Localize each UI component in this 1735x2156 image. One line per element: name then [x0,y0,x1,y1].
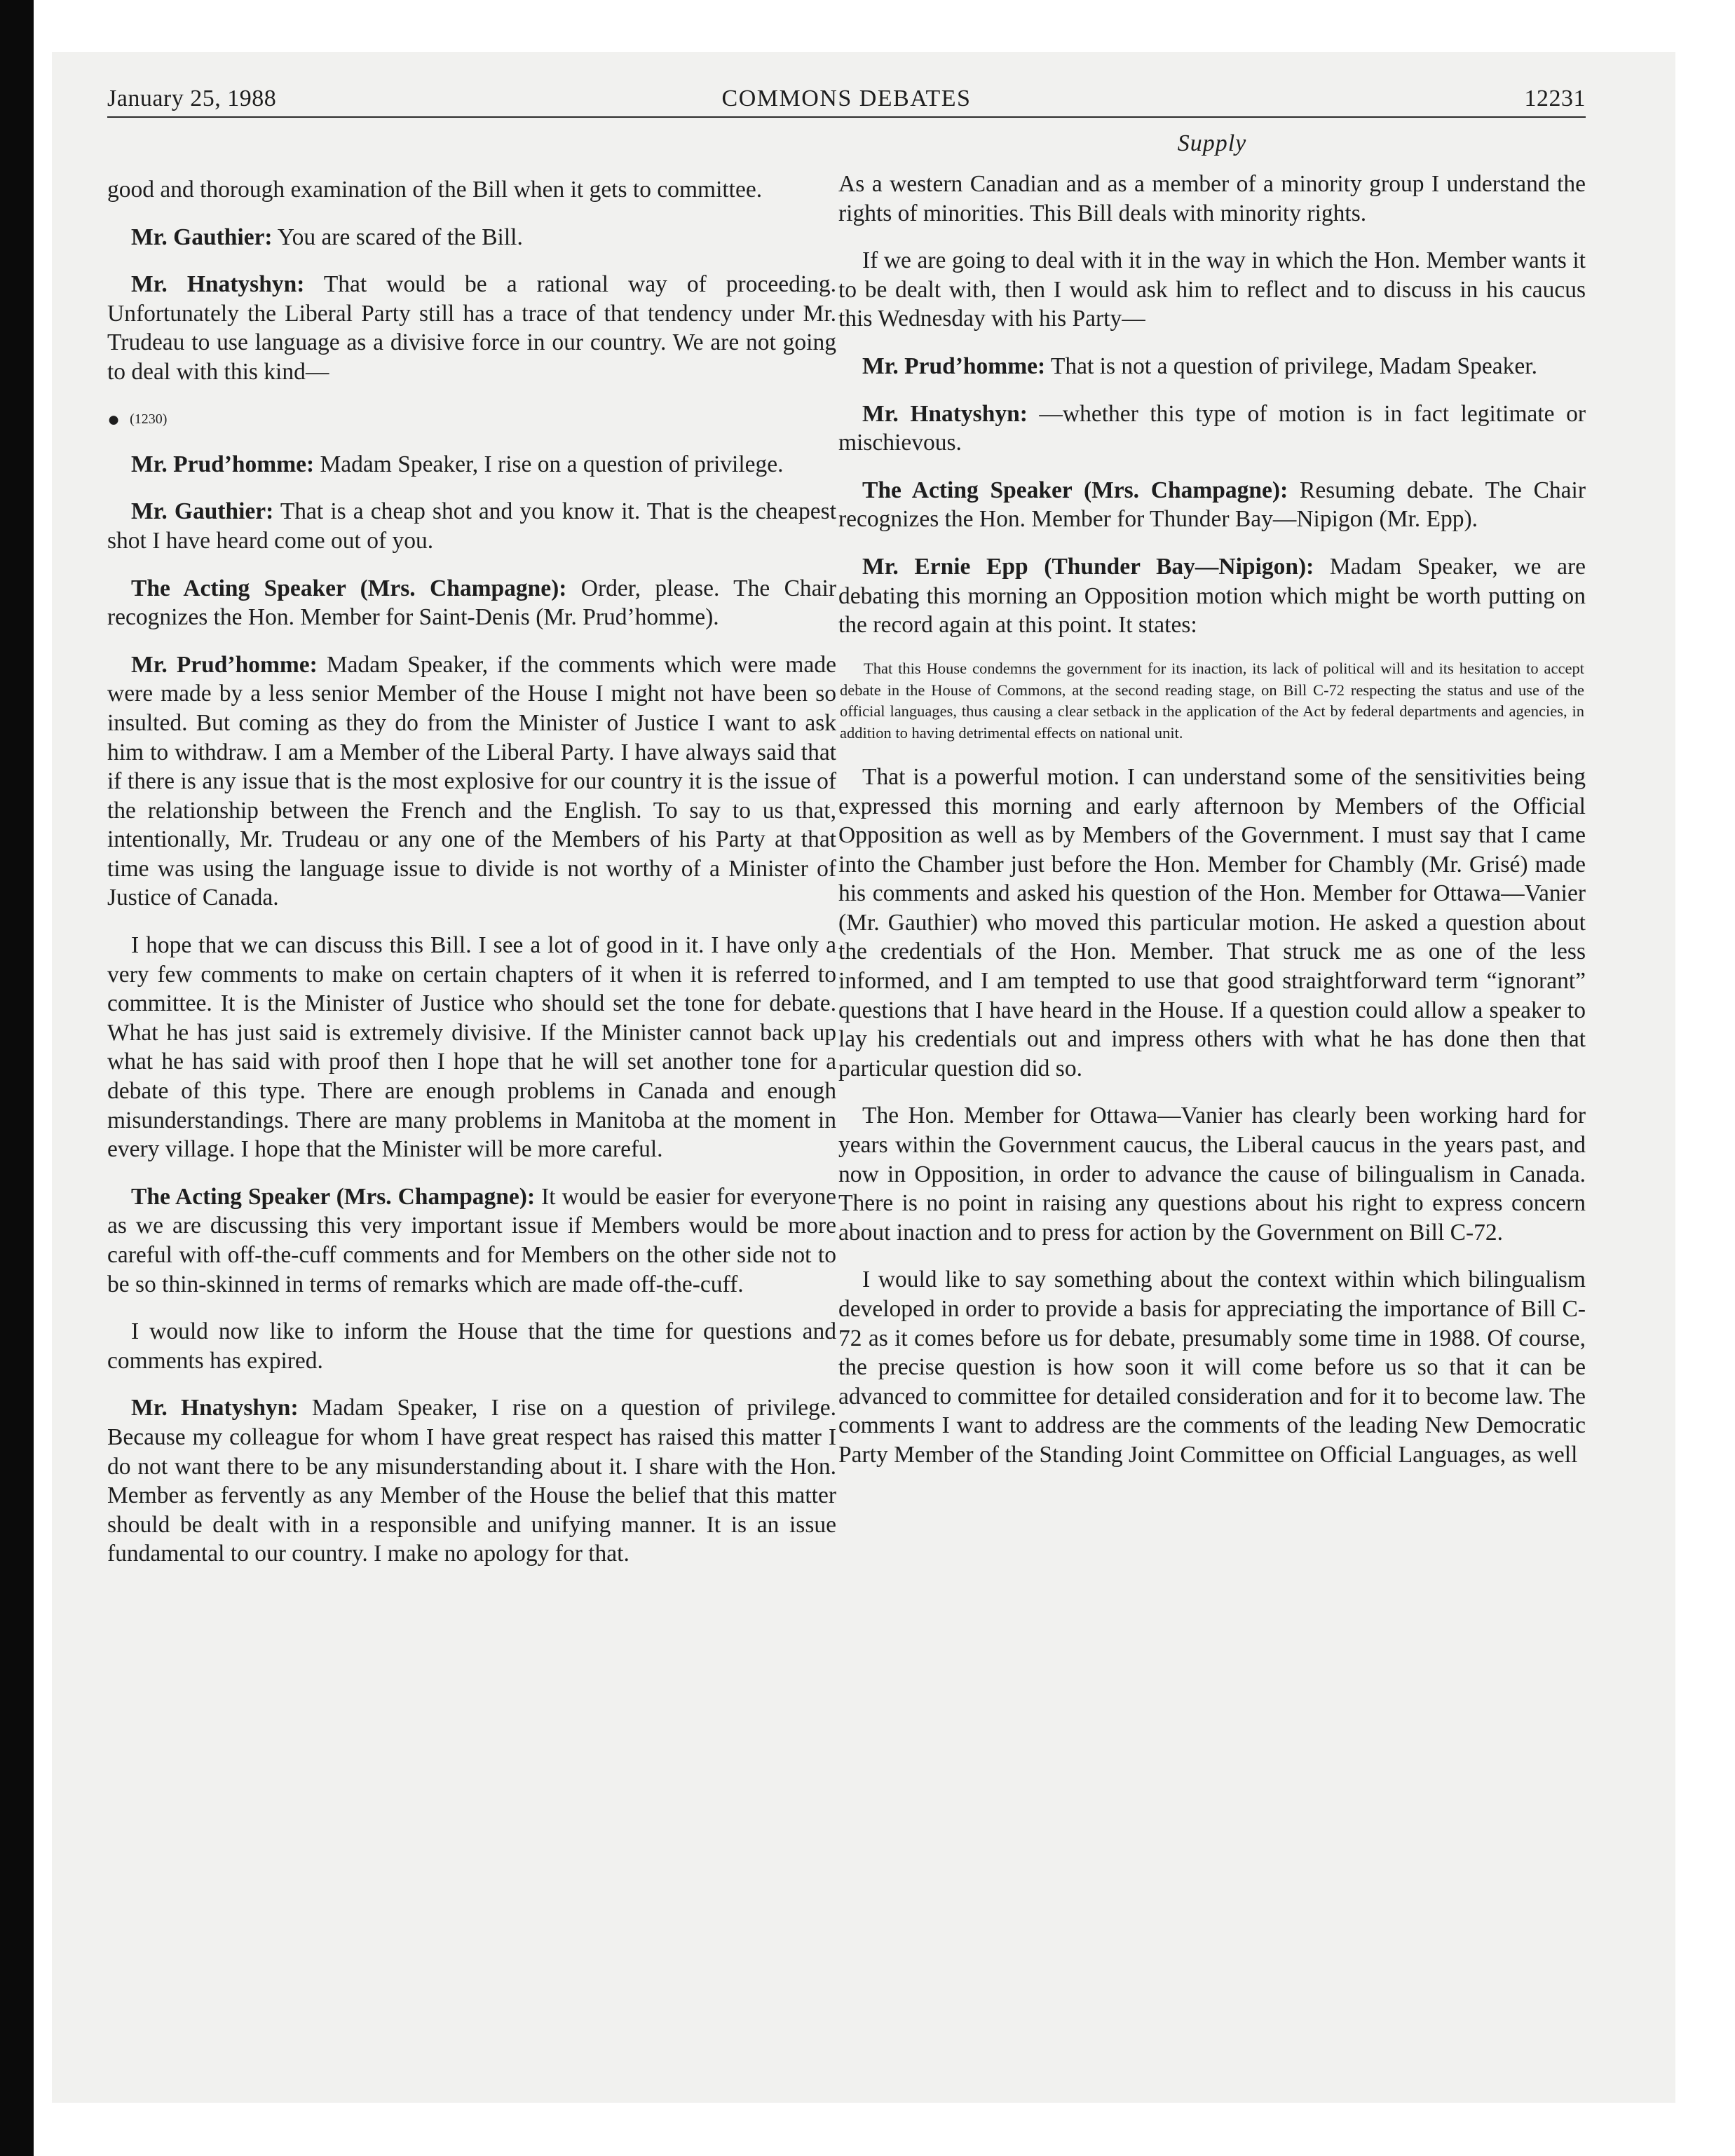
speaker-name: The Acting Speaker (Mrs. Champagne): [131,1183,536,1210]
speaker-name: Mr. Gauthier: [131,224,273,250]
speaker-name: The Acting Speaker (Mrs. Champagne): [862,477,1288,503]
speech [107,1393,836,1569]
speech-text: Madam Speaker, we are debating this morning an Opposition motion which might be worth putting on the record again at this point. It states: [838,553,1586,639]
speech-text: Madam Speaker, if the comments which were made were made by a less senior Member of the House I might not have been so insulted. But coming as they do from the Minister of Justice I want to ask him to withdraw. I am a Member of the Liberal Party. I have always said that if there is any issue that is the most explosive for our country it is the issue of the relationship between the French and the English. To say to us that, intentionally, Mr. Trudeau or any one of the Members of his Party at that time was using the language issue to divide is not worthy of a Minister of Justice of Canada. [107,651,836,911]
speech-text: You are scared of the Bill. [272,224,523,250]
paragraph: I would now like to inform the House that the time for questions and comments has expired. [107,1318,836,1374]
speech [107,450,836,479]
right-column [838,170,1586,1488]
binding-edge [0,0,34,2156]
speech-text: That is a cheap shot and you know it. That is the cheapest shot I have heard come out of you. [107,498,837,554]
paragraph: If we are going to deal with it in the way in which the Hon. Member wants it to be dealt with, then I would ask him to reflect and to discuss in his caucus this Wednesday with his Party— [838,247,1586,332]
header-page-number: 12231 [1524,86,1586,111]
speaker-name: Mr. Hnatyshyn: [131,1395,299,1421]
speaker-name: The Acting Speaker (Mrs. Champagne): [131,575,567,601]
page-header [107,79,1586,118]
speech-text: That would be a rational way of proceeding. Unfortunately the Liberal Party still has a trace of that tendency under Mr. Trudeau to use language as a divisive force in our country. We are not going to deal with this kind— [107,271,837,385]
paragraph: The Hon. Member for Ottawa—Vanier has clearly been working hard for years within the Government caucus, the Liberal caucus in the years past, and now in Opposition, in order to advance the cause of bilingualism in Canada. There is no point in raising any questions about his right to express concern about inaction and to press for action by the Government on Bill C-72. [838,1103,1586,1246]
motion-quote: That this House condemns the government for its inaction, its lack of political will and its hesitation to accept debate in the House of Commons, at the second reading stage, on Bill C-72 respecting the status and use of the official languages, thus causing a clear setback in the application of the Act by federal departments and agencies, in addition to having detrimental effects on national unit. [840,659,1584,742]
speaker-name: Mr. Ernie Epp (Thunder Bay—Nipigon): [862,553,1314,580]
time-marker-text: (1230) [130,411,168,427]
speaker-name: Mr. Prud’homme: [862,353,1046,379]
paragraph: I hope that we can discuss this Bill. I see a lot of good in it. I have only a very few comments to make on certain chapters of it when it is referred to committee. It is the Minister of Justice who should set the tone for debate. What he has just said is extremely divisive. If the Minister cannot back up what he has said with proof then I hope that he will set another tone for a debate of this type. There are enough problems in Canada and enough misunderstandings. There are many problems in Manitoba at the moment in every village. I hope that the Minister will be more careful. [107,932,836,1163]
speech [107,223,836,252]
speech [107,270,836,386]
paragraph: That is a powerful motion. I can understand some of the sensitivities being expressed this morning and early afternoon by Members of the Official Opposition as well as by Members of the Government. I must say that I came into the Chamber just before the Hon. Member for Chambly (Mr. Grisé) made his comments and asked his question of the Hon. Member for Ottawa—Vanier (Mr. Gauthier) who moved this particular motion. He asked a question about the credentials of the Hon. Member. That struck me as one of the less informed, and I am tempted to use that good straightforward term “ignorant” questions that I have heard in the House. If a question could allow a speaker to lay his credentials out and impress others with what he has done then that particular question did so. [838,763,1586,1082]
speech [107,650,836,913]
speech [838,352,1586,381]
speech [838,552,1586,640]
speech-text: It would be easier for everyone as we are discussing this very important issue if Members would be more careful with off-the-cuff comments and for Members on the other side not to be so thin-skinned in terms of remarks which are made off-the-cuff. [107,1183,836,1297]
speech-text: Madam Speaker, I rise on a question of privilege. Because my colleague for whom I have great respect has raised this matter I do not want there to be any misunderstanding about it. I share with the Hon. Member as fervently as any Member of the House the belief that this matter should be dealt with in a responsible and unifying manner. It is an issue fundamental to our country. I make no apology for that. [107,1395,836,1567]
speech-text: Resuming debate. The Chair recognizes the Hon. Member for Thunder Bay—Nipigon (Mr. Epp). [838,477,1586,533]
speech [838,400,1586,458]
header-journal-title: COMMONS DEBATES [721,86,972,111]
speaker-name: Mr. Gauthier: [131,498,274,525]
speaker-name: Mr. Hnatyshyn: [862,400,1028,427]
left-column [107,175,836,1587]
speech [107,1182,836,1299]
paragraph: I would like to say something about the context within which bilingualism developed in order to provide a basis for appreciating the importance of Bill C-72 as it comes before us for debate, presumably some time in 1988. Of course, the precise question is how soon it will come before us so that it can be advanced to committee for detailed consideration and for it to become law. The comments I want to address are the comments of the leading New Democratic Party Member of the Standing Joint Committee on Official Languages, as well [838,1267,1586,1468]
speech-text: —whether this type of motion is in fact legitimate or mischievous. [838,400,1586,456]
speech [107,574,836,632]
section-title: Supply [1177,130,1247,156]
speaker-name: Mr. Hnatyshyn: [131,271,305,298]
speech-text: Madam Speaker, I rise on a question of privilege. [314,451,784,477]
speech-text: Order, please. The Chair recognizes the Hon. Member for Saint-Denis (Mr. Prud’homme). [107,575,837,631]
speaker-name: Mr. Prud’homme: [131,651,318,678]
header-date: January 25, 1988 [107,86,277,111]
speech [838,476,1586,534]
speaker-name: Mr. Prud’homme: [131,451,315,477]
speech [107,497,836,555]
speech-text: That is not a question of privilege, Madam Speaker. [1045,353,1537,379]
paragraph: As a western Canadian and as a member of a minority group I understand the rights of minorities. This Bill deals with minority rights. [838,171,1586,226]
bullet-icon: ● [107,408,121,432]
paragraph: good and thorough examination of the Bill when it gets to committee. [107,177,763,203]
time-marker [107,405,836,435]
